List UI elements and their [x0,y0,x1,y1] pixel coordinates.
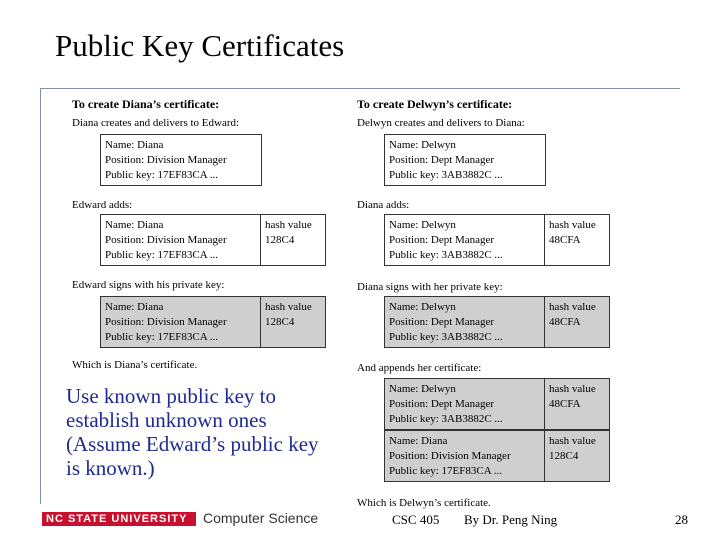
cert-position: Position: Dept Manager [389,398,495,410]
cert-hash [545,215,609,265]
cert-info [385,215,545,265]
cert-hash [545,379,609,429]
cert-position: Position: Dept Manager [389,316,495,328]
right-step2-caption: Diana adds: [357,199,410,211]
cert-info [385,379,545,429]
cert-hash [545,297,609,347]
cert-hash [261,215,325,265]
cert-info [385,135,545,185]
hash-value: 128C4 [265,234,295,246]
cert-hash [261,297,325,347]
hash-value: 128C4 [549,450,579,462]
logo-text: NC STATE UNIVERSITY [46,513,188,525]
explanation-line: establish unknown ones [66,408,267,432]
cert-public-key: Public key: 3AB3882C ... [389,413,503,425]
left-step1-caption: Diana creates and delivers to Edward: [72,117,240,129]
cert-position: Position: Division Manager [105,154,227,166]
delwyn-cert-appended [384,378,610,430]
cert-name: Name: Diana [105,301,164,313]
delwyn-cert-with-hash [384,214,610,266]
delwyn-cert-draft [384,134,546,186]
cert-info [101,135,261,185]
cert-public-key: Public key: 17EF83CA ... [105,331,219,343]
hash-label: hash value [549,301,596,313]
cert-position: Position: Dept Manager [389,234,495,246]
hash-label: hash value [265,219,312,231]
cert-position: Position: Dept Manager [389,154,495,166]
left-result-caption: Which is Diana’s certificate. [72,359,198,371]
department-label: Computer Science [203,510,319,526]
cert-info [101,215,261,265]
right-step3-caption: Diana signs with her private key: [357,281,503,293]
cert-position: Position: Division Manager [105,316,227,328]
hash-label: hash value [549,383,596,395]
left-heading: To create Diana’s certificate: [72,97,220,111]
hash-label: hash value [549,219,596,231]
cert-name: Name: Diana [105,139,164,151]
course-label: CSC 405 [392,512,440,527]
cert-public-key: Public key: 3AB3882C ... [389,331,503,343]
cert-info [101,297,261,347]
cert-position: Position: Division Manager [105,234,227,246]
right-result-caption: Which is Delwyn’s certificate. [357,497,491,509]
cert-name: Name: Delwyn [389,219,456,231]
cert-public-key: Public key: 17EF83CA ... [105,249,219,261]
explanation-text [66,384,319,480]
explanation-line: (Assume Edward’s public key [66,432,319,456]
left-step2-caption: Edward adds: [72,199,133,211]
cert-name: Name: Delwyn [389,139,456,151]
diana-cert-draft [100,134,262,186]
cert-position: Position: Division Manager [389,450,511,462]
cert-name: Name: Diana [105,219,164,231]
cert-info [385,297,545,347]
hash-value: 48CFA [549,234,581,246]
cert-public-key: Public key: 17EF83CA ... [389,465,503,477]
hash-value: 128C4 [265,316,295,328]
page-number: 28 [675,512,688,527]
explanation-line: Use known public key to [66,384,276,408]
hash-label: hash value [265,301,312,313]
right-step1-caption: Delwyn creates and delivers to Diana: [357,117,525,129]
cert-public-key: Public key: 17EF83CA ... [105,169,219,181]
explanation-line: is known.) [66,456,155,480]
right-heading: To create Delwyn’s certificate: [357,97,513,111]
diana-cert-with-hash [100,214,326,266]
cert-name: Name: Delwyn [389,301,456,313]
left-step3-caption: Edward signs with his private key: [72,279,225,291]
hash-label: hash value [549,435,596,447]
cert-public-key: Public key: 3AB3882C ... [389,249,503,261]
ncsu-logo [42,512,196,526]
delwyn-cert-signed [384,296,610,348]
cert-info [385,431,545,481]
cert-name: Name: Diana [389,435,448,447]
diana-cert-signed [100,296,326,348]
diana-cert-appended [384,430,610,482]
slide-title: Public Key Certificates [55,28,345,63]
cert-hash [545,431,609,481]
hash-value: 48CFA [549,316,581,328]
slide-footer [0,510,720,532]
author-label: By Dr. Peng Ning [464,512,558,527]
right-step4-caption: And appends her certificate: [357,362,482,374]
hash-value: 48CFA [549,398,581,410]
cert-name: Name: Delwyn [389,383,456,395]
cert-public-key: Public key: 3AB3882C ... [389,169,503,181]
